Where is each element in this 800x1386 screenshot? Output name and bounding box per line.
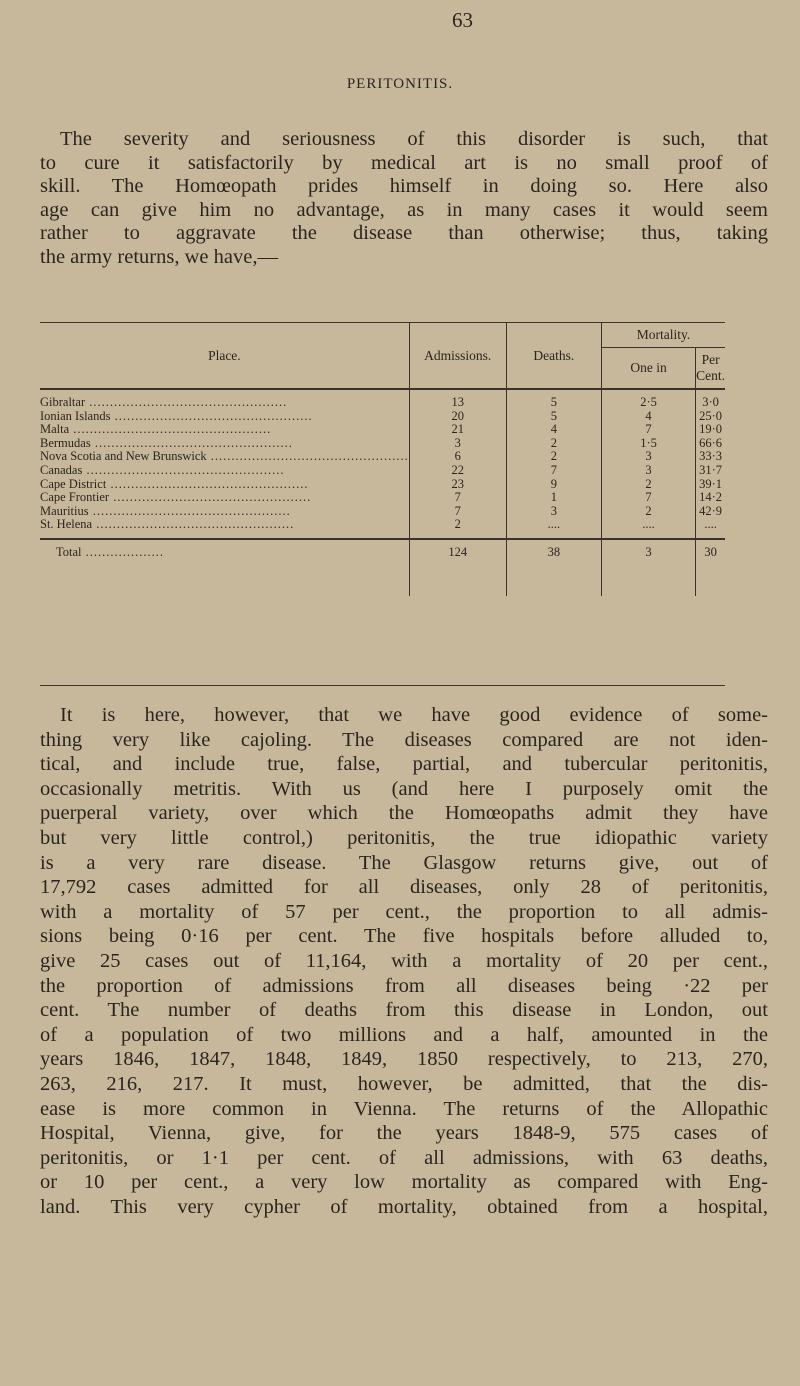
one-in-cell: 2 bbox=[601, 505, 695, 519]
deaths-cell: 2 bbox=[506, 450, 601, 464]
place-name: St. Helena bbox=[40, 518, 93, 532]
place-name: Cape Frontier bbox=[40, 491, 110, 505]
text-line: the proportion of admissions from all diseases being ·22 per bbox=[40, 974, 768, 997]
header-mortality: Mortality. bbox=[601, 323, 725, 348]
deaths-cell: 1 bbox=[506, 491, 601, 505]
one-in-cell: 3 bbox=[601, 450, 695, 464]
leader-dots: ................................................ bbox=[88, 504, 291, 518]
table-row bbox=[40, 437, 725, 451]
text-line: ease is more common in Vienna. The returns of the Allopathic bbox=[40, 1097, 768, 1120]
text-line: tical, and include true, false, partial, and tubercular peritonitis, bbox=[40, 753, 768, 776]
place-name: Cape District bbox=[40, 477, 107, 491]
table-row bbox=[40, 518, 725, 532]
per-cent-cell: 14·2 bbox=[696, 491, 725, 505]
place-name: Nova Scotia and New Brunswick bbox=[40, 450, 207, 464]
leader-dots: ................................................ bbox=[69, 423, 272, 437]
place-name: Canadas bbox=[40, 463, 83, 477]
deaths-cell: .... bbox=[506, 518, 601, 532]
section-title: PERITONITIS. bbox=[346, 76, 454, 92]
table-row bbox=[40, 450, 725, 464]
table-row bbox=[40, 491, 725, 505]
leader-dots: ................................................ bbox=[106, 477, 309, 491]
admissions-cell: 7 bbox=[409, 505, 506, 519]
admissions-cell: 22 bbox=[409, 464, 506, 478]
text-line: occasionally metritis. With us (and here I purposely omit the bbox=[40, 777, 768, 800]
page-number: 63 bbox=[452, 8, 473, 32]
one-in-cell: 3 bbox=[601, 464, 695, 478]
text-line: Hospital, Vienna, give, for the years 1848-9, 575 cases of bbox=[40, 1122, 768, 1145]
place-name: Bermudas bbox=[40, 436, 91, 450]
deaths-cell: 3 bbox=[506, 505, 601, 519]
one-in-cell: 1·5 bbox=[601, 437, 695, 451]
text-line: sions being 0·16 per cent. The five hospitals before alluded to, bbox=[40, 925, 768, 948]
table-row bbox=[40, 464, 725, 478]
place-name: Gibraltar bbox=[40, 396, 86, 409]
total-label: Total bbox=[56, 544, 82, 559]
per-cent-cell: 39·1 bbox=[696, 478, 725, 492]
text-line: cent. The number of deaths from this disease in London, out bbox=[40, 999, 768, 1022]
per-cent-cell: 31·7 bbox=[696, 464, 725, 478]
table-row bbox=[40, 505, 725, 519]
table-row bbox=[40, 478, 725, 492]
text-line: peritonitis, or 1·1 per cent. of all admissions, with 63 deaths, bbox=[40, 1146, 768, 1169]
text-line: age can give him no advantage, as in many cases it would seem bbox=[40, 198, 768, 221]
text-line: It is here, however, that we have good evidence of some- bbox=[60, 704, 768, 726]
text-line: give 25 cases out of 11,164, with a mortality of 20 per cent., bbox=[40, 949, 768, 972]
text-line: skill. The Homœopath prides himself in doing so. Here also bbox=[40, 175, 768, 198]
header-place: Place. bbox=[40, 323, 409, 390]
deaths-cell: 7 bbox=[506, 464, 601, 478]
leader-dots: ................................................ bbox=[85, 396, 288, 409]
admissions-cell: 20 bbox=[409, 410, 506, 424]
text-line: land. This very cypher of mortality, obtained from a hospital, bbox=[40, 1195, 768, 1218]
per-cent-cell: 33·3 bbox=[696, 450, 725, 464]
text-line: puerperal variety, over which the Homœopaths admit they have bbox=[40, 802, 768, 825]
mortality-table bbox=[40, 322, 725, 596]
body-paragraph bbox=[40, 703, 768, 1219]
deaths-cell: 5 bbox=[506, 396, 601, 410]
table-row bbox=[40, 423, 725, 437]
header-deaths: Deaths. bbox=[506, 323, 601, 390]
table-bottom-rule bbox=[40, 685, 725, 686]
text-line: rather to aggravate the disease than otherwise; thus, taking bbox=[40, 222, 768, 245]
deaths-cell: 9 bbox=[506, 478, 601, 492]
deaths-cell: 5 bbox=[506, 410, 601, 424]
header-per-cent: Per Cent. bbox=[696, 348, 725, 390]
admissions-cell: 13 bbox=[409, 396, 506, 410]
one-in-cell: 4 bbox=[601, 410, 695, 424]
leader-dots: ................................................ bbox=[109, 491, 312, 505]
table-row bbox=[40, 396, 725, 410]
one-in-cell: 2·5 bbox=[601, 396, 695, 410]
leader-dots: ................................................ bbox=[92, 518, 295, 532]
per-cent-cell: 66·6 bbox=[696, 437, 725, 451]
text-line: the army returns, we have,— bbox=[40, 245, 278, 268]
one-in-cell: 2 bbox=[601, 478, 695, 492]
text-line: to cure it satisfactorily by medical art is no small proof of bbox=[40, 151, 768, 174]
total-one-in: 3 bbox=[601, 539, 695, 596]
per-cent-cell: 25·0 bbox=[696, 410, 725, 424]
text-line: of a population of two millions and a half, amounted in the bbox=[40, 1023, 768, 1046]
text-line: is a very rare disease. The Glasgow returns give, out of bbox=[40, 851, 768, 874]
admissions-cell: 21 bbox=[409, 423, 506, 437]
deaths-cell: 2 bbox=[506, 437, 601, 451]
admissions-cell: 2 bbox=[409, 518, 506, 532]
total-deaths: 38 bbox=[506, 539, 601, 596]
table-row bbox=[40, 410, 725, 424]
text-line: but very little control,) peritonitis, the true idiopathic variety bbox=[40, 826, 768, 849]
admissions-cell: 6 bbox=[409, 450, 506, 464]
place-name: Mauritius bbox=[40, 504, 89, 518]
text-line: with a mortality of 57 per cent., the proportion to all admis- bbox=[40, 900, 768, 923]
one-in-cell: 7 bbox=[601, 423, 695, 437]
per-cent-cell: .... bbox=[696, 518, 725, 532]
text-line: 17,792 cases admitted for all diseases, only 28 of peritonitis, bbox=[40, 876, 768, 899]
one-in-cell: 7 bbox=[601, 491, 695, 505]
leader-dots: ................................................ bbox=[82, 463, 285, 477]
text-line: 263, 216, 217. It must, however, be admitted, that the dis- bbox=[40, 1072, 768, 1095]
deaths-cell: 4 bbox=[506, 423, 601, 437]
text-line: years 1846, 1847, 1848, 1849, 1850 respectively, to 213, 270, bbox=[40, 1048, 768, 1071]
admissions-cell: 3 bbox=[409, 437, 506, 451]
text-line: or 10 per cent., a very low mortality as compared with Eng- bbox=[40, 1171, 768, 1194]
per-cent-cell: 19·0 bbox=[696, 423, 725, 437]
admissions-cell: 7 bbox=[409, 491, 506, 505]
per-cent-cell: 3·0 bbox=[696, 396, 725, 410]
header-one-in: One in bbox=[601, 348, 695, 390]
total-admissions: 124 bbox=[409, 539, 506, 596]
place-name: Ionian Islands bbox=[40, 409, 111, 423]
leader-dots: ................................................ bbox=[110, 409, 313, 423]
header-admissions: Admissions. bbox=[409, 323, 506, 390]
one-in-cell: .... bbox=[601, 518, 695, 532]
intro-paragraph bbox=[40, 128, 768, 270]
total-per-cent: 30 bbox=[696, 539, 725, 596]
text-line: The severity and seriousness of this disorder is such, that bbox=[60, 128, 768, 150]
leader-dots: ................................................ bbox=[206, 450, 409, 464]
text-line: thing very like cajoling. The diseases compared are not iden- bbox=[40, 728, 768, 751]
place-name: Malta bbox=[40, 423, 70, 437]
leader-dots: ................................................ bbox=[90, 436, 293, 450]
admissions-cell: 23 bbox=[409, 478, 506, 492]
total-row: Total ................... 124 38 3 30 bbox=[40, 539, 725, 596]
per-cent-cell: 42·9 bbox=[696, 505, 725, 519]
